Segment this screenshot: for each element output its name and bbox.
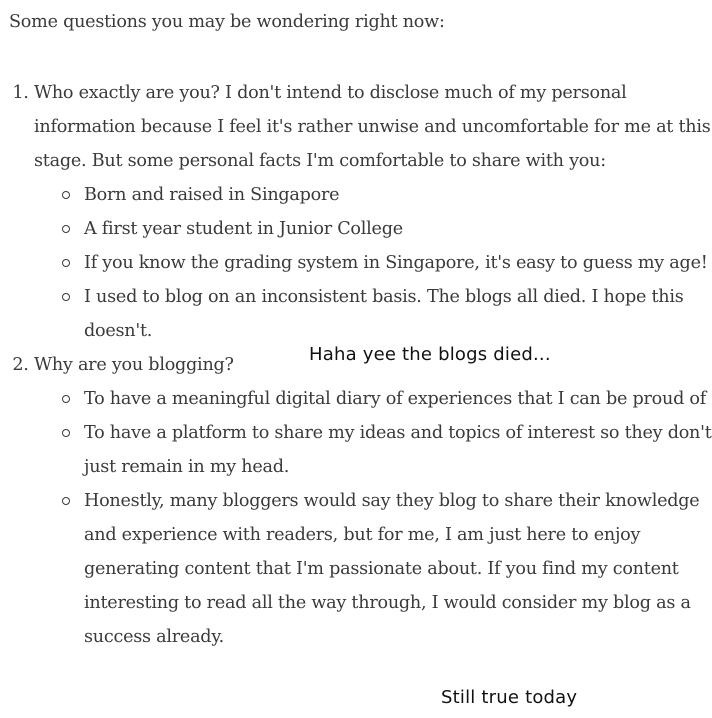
personal-facts-list (34, 178, 712, 348)
annotation-still-true: Still true today (441, 687, 578, 708)
intro-paragraph: Some questions you may be wondering right now: (9, 12, 445, 32)
annotation-blogs-died: Haha yee the blogs died... (309, 344, 551, 365)
list-item: A first year student in Junior College (84, 212, 712, 246)
question-text: Why are you blogging? (34, 355, 234, 375)
question-item-who (34, 76, 712, 348)
list-item: I used to blog on an inconsistent basis. The blogs all died. I hope this doesn't. (84, 280, 712, 348)
reasons-list (34, 382, 712, 654)
list-item: Born and raised in Singapore (84, 178, 712, 212)
list-item: Honestly, many bloggers would say they blog to share their knowledge and experience with readers, but for me, I am just here to enjoy generating content that I'm passionate about. If you find my content interesting to read all the way through, I would consider my blog as a success already. (84, 484, 712, 654)
list-item: To have a platform to share my ideas and topics of interest so they don't just remain in my head. (84, 416, 712, 484)
list-item: To have a meaningful digital diary of experiences that I can be proud of (84, 382, 712, 416)
question-text: Who exactly are you? I don't intend to disclose much of my personal information because I feel it's rather unwise and uncomfortable for me at this stage. But some personal facts I'm comfortable to share with you: (34, 83, 711, 171)
questions-list (0, 76, 712, 654)
list-item: If you know the grading system in Singapore, it's easy to guess my age! (84, 246, 712, 280)
question-item-why (34, 348, 712, 654)
